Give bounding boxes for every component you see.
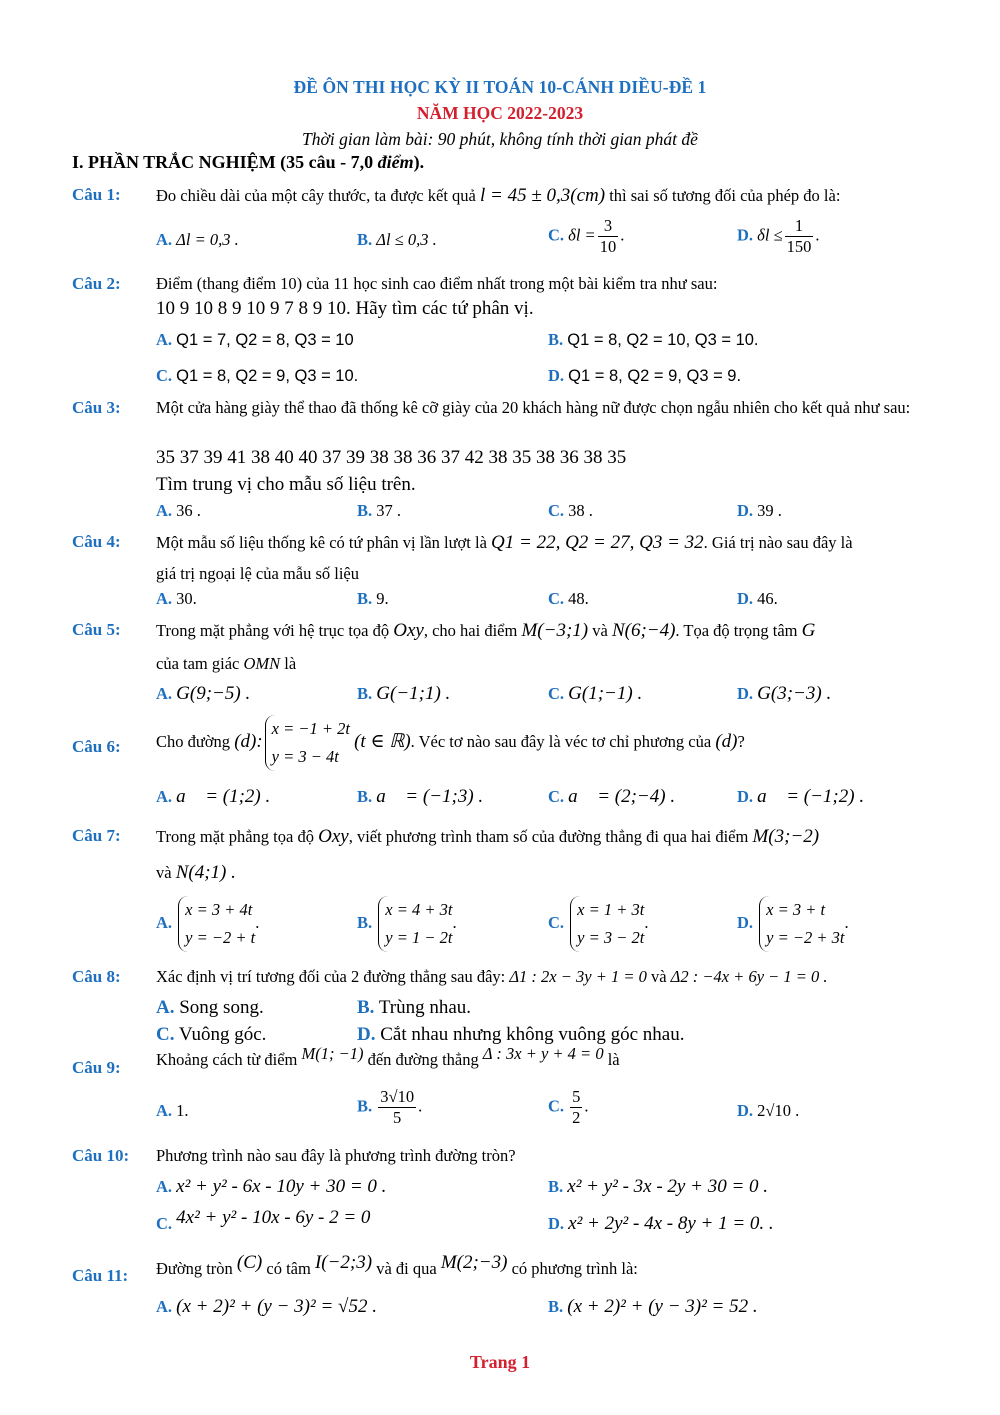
option-d[interactable]: D. G(3;−3) . [737, 683, 832, 704]
option-d[interactable]: D. a⃗ = (−1;2) . [737, 786, 865, 807]
question-label: Câu 4: [72, 532, 121, 551]
option-c[interactable]: C. 38 . [548, 501, 593, 520]
option-a[interactable]: A. Q1 = 7, Q2 = 8, Q3 = 10 [156, 330, 354, 349]
option-a[interactable]: A. 36 . [156, 501, 201, 520]
option-b[interactable]: B. x = 4 + 3t y = 1 − 2t . [357, 896, 457, 952]
option-d[interactable]: D. x² + 2y² - 4x - 8y + 1 = 0. . [548, 1213, 774, 1234]
option-b[interactable]: B. Q1 = 8, Q2 = 10, Q3 = 10. [548, 330, 759, 349]
option-a[interactable]: A. 1. [156, 1101, 189, 1120]
option-b[interactable]: B. 9. [357, 589, 389, 608]
question-label: Câu 5: [72, 620, 121, 639]
question-label: Câu 3: [72, 398, 121, 417]
question-text: Phương trình nào sau đây là phương trình đường tròn? [156, 1146, 516, 1165]
option-b[interactable]: B. G(−1;1) . [357, 683, 451, 704]
question-label: Câu 9: [72, 1058, 121, 1077]
question-ask: Tìm trung vị cho mẫu số liệu trên. [156, 474, 416, 495]
option-b[interactable]: B. x² + y² - 3x - 2y + 30 = 0 . [548, 1176, 769, 1197]
question-label: Câu 11: [72, 1266, 129, 1285]
option-b[interactable]: B. Δl ≤ 0,3 . [357, 230, 437, 249]
option-c[interactable]: C. 48. [548, 589, 589, 608]
question-text: Đường tròn (C) có tâm I(−2;3) và đi qua M(2;−3) có phương trình là: [156, 1252, 638, 1278]
question-text-2: và N(4;1) . [156, 862, 236, 883]
question-text: Xác định vị trí tương đối của 2 đường thẳng sau đây: Δ1 : 2x − 3y + 1 = 0 và Δ2 : −4x + 6y − 1 = 0 . [156, 967, 828, 986]
option-d[interactable]: D. 39 . [737, 501, 782, 520]
option-d[interactable]: D. Cắt nhau nhưng không vuông góc nhau. [357, 1024, 685, 1045]
option-a[interactable]: A. G(9;−5) . [156, 683, 251, 704]
option-d[interactable]: D. Q1 = 8, Q2 = 9, Q3 = 9. [548, 366, 742, 385]
question-label: Câu 2: [72, 274, 121, 293]
question-text: Đo chiều dài của một cây thước, ta được kết quả l = 45 ± 0,3(cm) thì sai số tương đối của phép đo là: [156, 185, 841, 206]
question-label: Câu 10: [72, 1146, 130, 1165]
question-text: Cho đường (d): x = −1 + 2t y = 3 − 4t (t ∈ ℝ). Véc tơ nào sau đây là véc tơ chỉ phương của (d)? [156, 715, 745, 771]
question-text: Điểm (thang điểm 10) của 11 học sinh cao điểm nhất trong một bài kiểm tra như sau: [156, 274, 718, 293]
question-label: Câu 7: [72, 826, 121, 845]
page-number: Trang 1 [469, 1352, 531, 1372]
question-text: Khoảng cách từ điểm M(1; −1) đến đường thẳng Δ : 3x + y + 4 = 0 là [156, 1044, 620, 1069]
question-label: Câu 8: [72, 967, 121, 986]
option-c[interactable]: C. Q1 = 8, Q2 = 9, Q3 = 10. [156, 366, 359, 385]
option-a[interactable]: A. (x + 2)² + (y − 3)² = √52 . [156, 1296, 377, 1317]
option-b[interactable]: B. Trùng nhau. [357, 997, 472, 1018]
option-a[interactable]: A. Song song. [156, 997, 264, 1018]
equation-system: x = −1 + 2t y = 3 − 4t [265, 715, 350, 771]
option-c[interactable]: C. a⃗ = (2;−4) . [548, 786, 676, 807]
question-text-2: của tam giác OMN là [156, 654, 297, 673]
option-b[interactable]: B. $\frac{3√10}{5}$ . [357, 1087, 423, 1127]
option-a[interactable]: A. x = 3 + 4t y = −2 + t . [156, 896, 259, 952]
option-a[interactable]: A. a⃗ = (1;2) . [156, 786, 271, 807]
option-a[interactable]: A. x² + y² - 6x - 10y + 30 = 0 . [156, 1176, 387, 1197]
time-note: Thời gian làm bài: 90 phút, không tính thời gian phát đề [302, 129, 698, 149]
question-text-2: giá trị ngoại lệ của mẫu số liệu [156, 564, 359, 583]
question-label: Câu 6: [72, 737, 121, 756]
option-c[interactable]: C. Vuông góc. [156, 1024, 267, 1045]
question-text: Trong mặt phẳng tọa độ Oxy, viết phương trình tham số của đường thẳng đi qua hai điểm M(3;−2) [156, 826, 820, 847]
question-data: 35 37 39 41 38 40 40 37 39 38 38 36 37 42 38 35 38 36 38 35 [156, 447, 627, 468]
question-data: 10 9 10 8 9 10 9 7 8 9 10. Hãy tìm các tứ phân vị. [156, 298, 534, 319]
option-a[interactable]: A. Δl = 0,3 . [156, 230, 239, 249]
option-c[interactable]: C. x = 1 + 3t y = 3 − 2t . [548, 896, 648, 952]
question-text: Một mẫu số liệu thống kê có tứ phân vị lần lượt là Q1 = 22, Q2 = 27, Q3 = 32. Giá trị nào sau đây là [156, 532, 853, 553]
option-d[interactable]: D. 46. [737, 589, 778, 608]
option-b[interactable]: B. 37 . [357, 501, 402, 520]
option-b[interactable]: B. a⃗ = (−1;3) . [357, 786, 484, 807]
section-title: I. PHẦN TRẮC NGHIỆM (35 câu - 7,0 điểm). [72, 152, 425, 172]
question-label: Câu 1: [72, 185, 121, 204]
question-text: Một cửa hàng giày thể thao đã thống kê cỡ giày của 20 khách hàng nữ được chọn ngẫu nhiên cho kết quả như sau: [156, 398, 911, 417]
option-c[interactable]: C. $\frac{5}{2}$ . [548, 1087, 589, 1127]
school-year: NĂM HỌC 2022-2023 [416, 103, 584, 123]
option-b[interactable]: B. (x + 2)² + (y − 3)² = 52 . [548, 1296, 758, 1317]
exam-title: ĐỀ ÔN THI HỌC KỲ II TOÁN 10-CÁNH DIỀU-ĐỀ 1 [293, 77, 707, 97]
option-d[interactable]: D. δl ≤ $\frac{1}{150}$ . [737, 216, 820, 256]
question-text: Trong mặt phẳng với hệ trục tọa độ Oxy, cho hai điểm M(−3;1) và N(6;−4). Tọa độ trọng tâm G [156, 620, 816, 641]
option-a[interactable]: A. 30. [156, 589, 197, 608]
option-d[interactable]: D. 2√10 . [737, 1101, 800, 1120]
option-c[interactable]: C. 4x² + y² - 10x - 6y - 2 = 0 [156, 1207, 371, 1233]
option-c[interactable]: C. δl = $\frac{3}{10}$ . [548, 216, 625, 256]
option-d[interactable]: D. x = 3 + t y = −2 + 3t . [737, 896, 849, 952]
option-c[interactable]: C. G(1;−1) . [548, 683, 643, 704]
